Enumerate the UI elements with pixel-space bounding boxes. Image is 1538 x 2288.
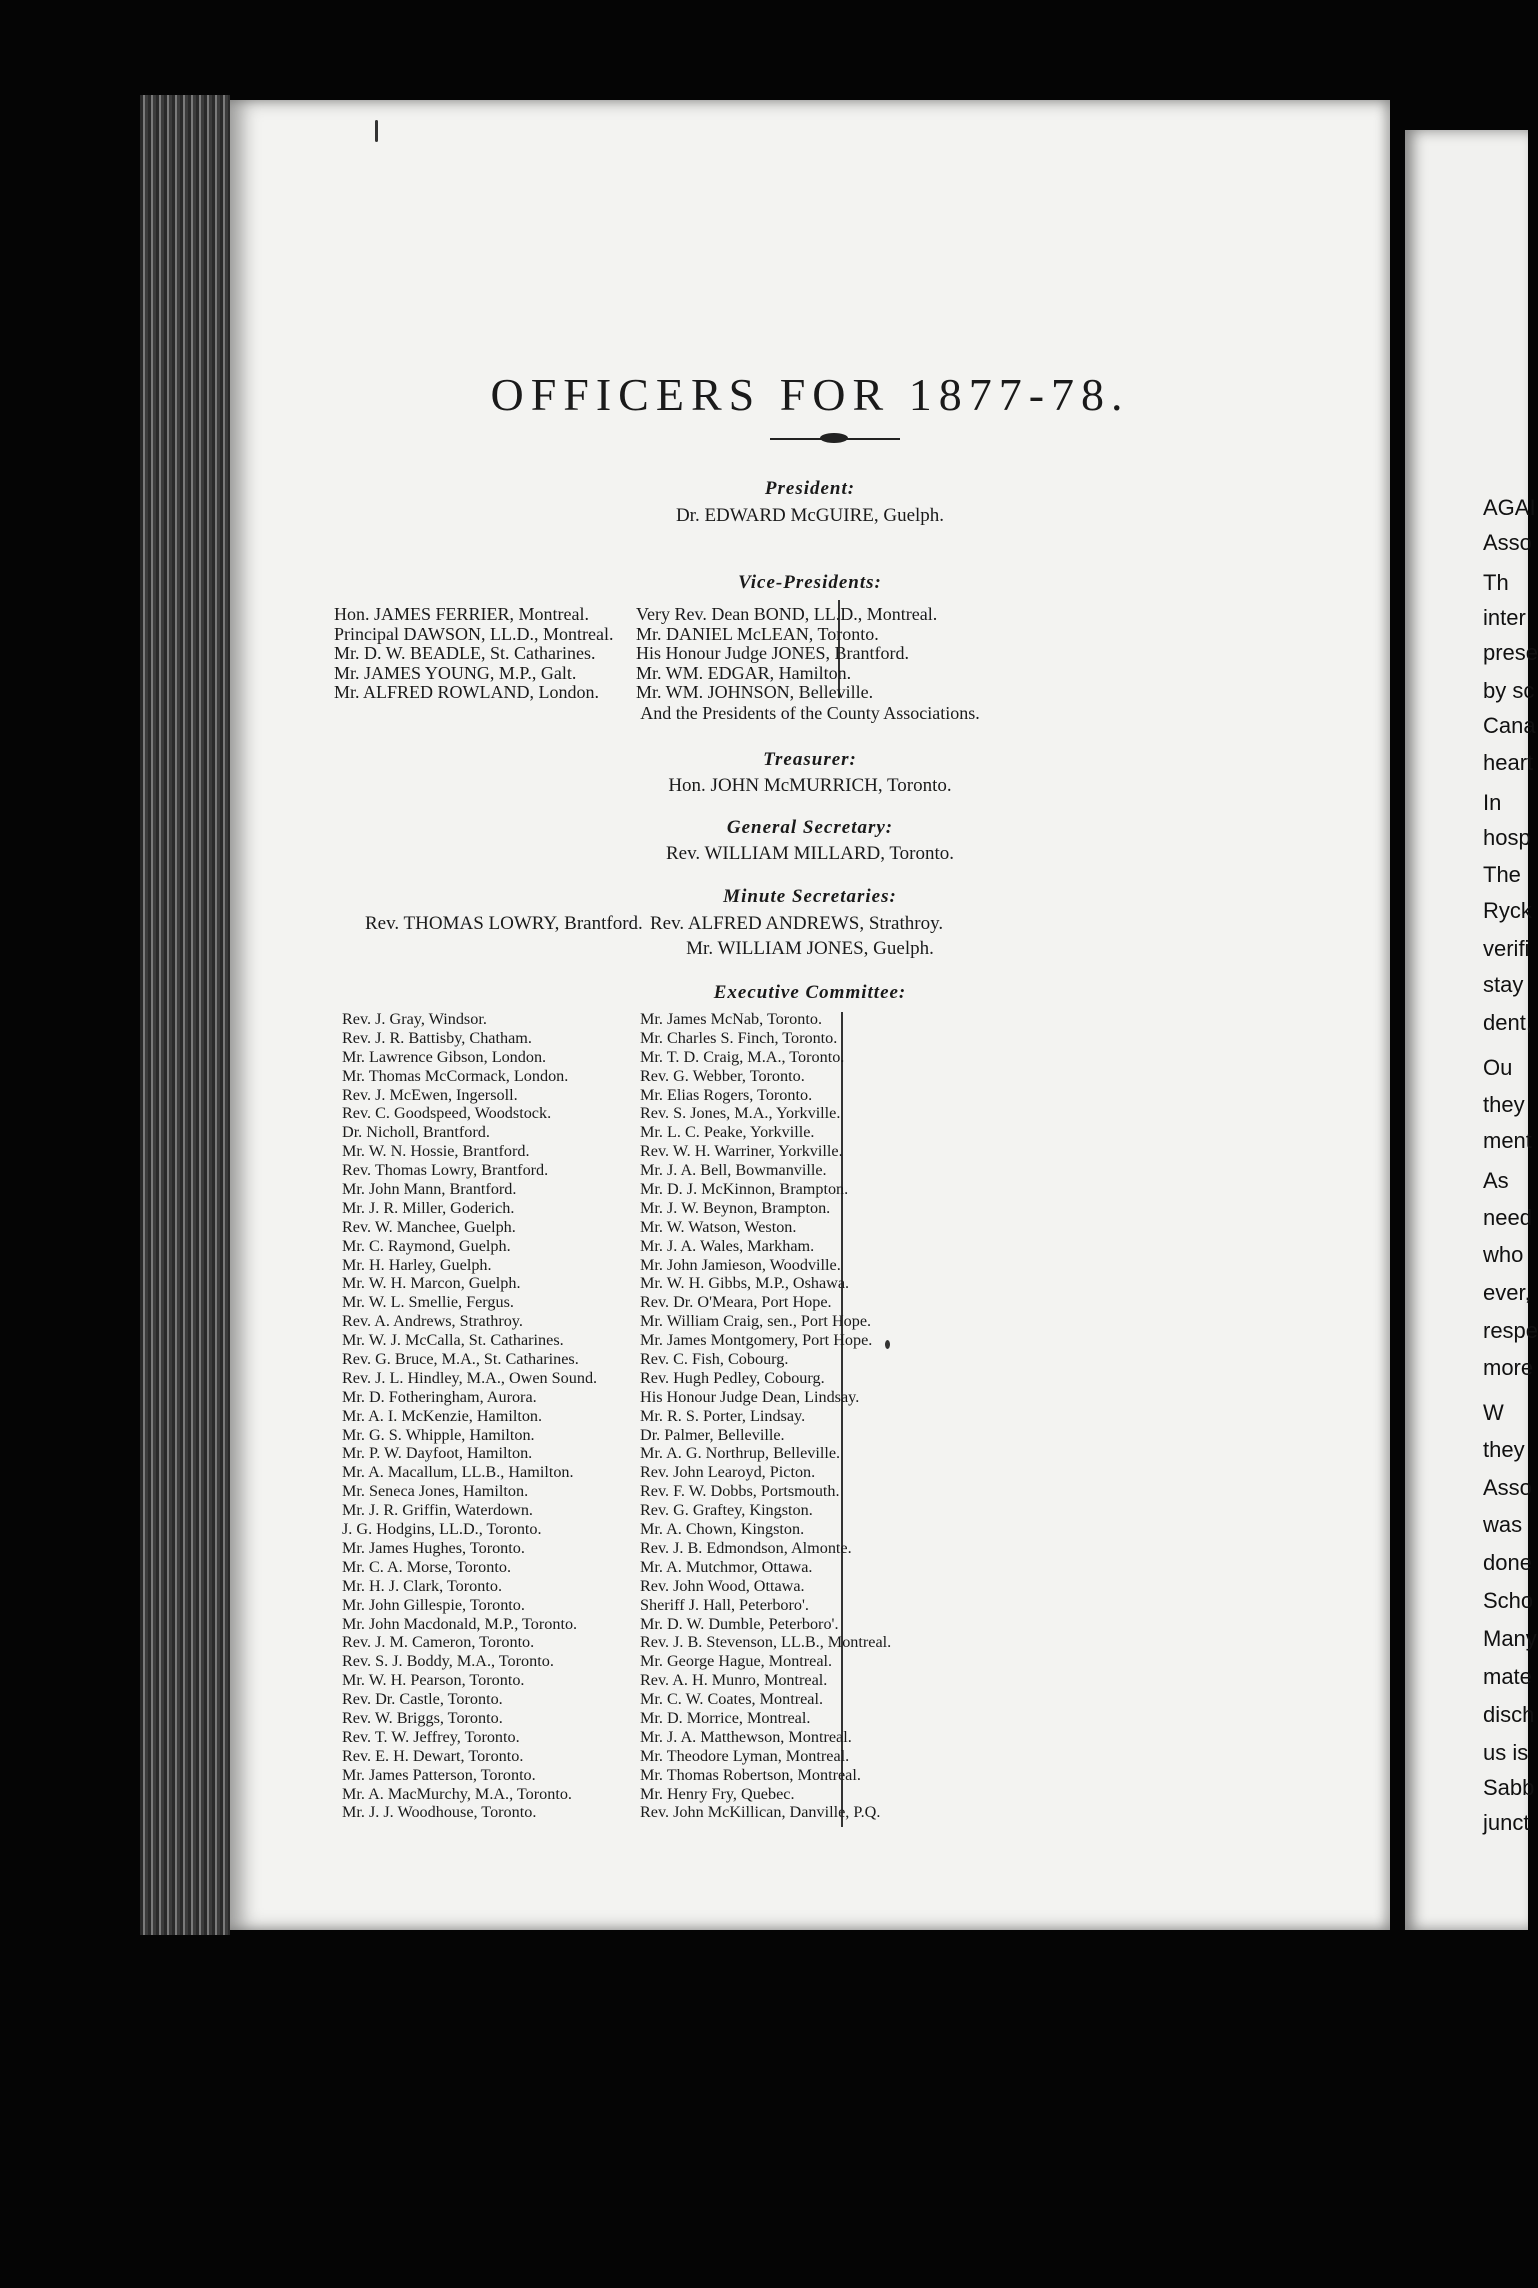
committee-member-entry: Mr. J. W. Beynon, Brampton. [640, 1198, 831, 1217]
facing-page-text-fragment: Th [1483, 570, 1509, 595]
committee-member-entry: Mr. Theodore Lyman, Montreal. [640, 1746, 850, 1765]
facing-page-text-fragment: The [1483, 862, 1521, 887]
committee-member-entry: Mr. W. H. Gibbs, M.P., Oshawa. [640, 1274, 850, 1293]
committee-member-entry: Rev. F. W. Dobbs, Portsmouth. [640, 1482, 840, 1501]
minute-secretary-1: Rev. THOMAS LOWRY, Brantford. [365, 913, 643, 934]
committee-member-entry: Mr. G. S. Whipple, Hamilton. [342, 1425, 535, 1444]
facing-page-text-fragment: verifi [1483, 936, 1530, 961]
committee-member-entry: Rev. John Wood, Ottawa. [640, 1576, 805, 1595]
facing-page-text-fragment: more [1483, 1355, 1534, 1380]
facing-page-text-fragment: W [1483, 1400, 1504, 1425]
minute-secretaries-heading: Minute Secretaries: [723, 886, 897, 907]
treasurer-name: Hon. JOHN McMURRICH, Toronto. [668, 775, 952, 796]
committee-member-entry: Rev. J. L. Hindley, M.A., Owen Sound. [342, 1368, 598, 1387]
facing-page-text-fragment: respe [1483, 1318, 1538, 1343]
committee-member-entry: Mr. W. H. Marcon, Guelph. [342, 1274, 521, 1293]
facing-page-text-fragment: by sc [1483, 678, 1535, 703]
committee-member-entry: Mr. J. A. Bell, Bowmanville. [640, 1161, 827, 1180]
president-name: Dr. EDWARD McGUIRE, Guelph. [675, 505, 945, 526]
facing-page-text-fragment: heart [1483, 750, 1534, 775]
facing-page-text-fragment: done [1483, 1550, 1532, 1575]
facing-page-fragment [1405, 130, 1538, 1930]
title-ornament-center [820, 433, 848, 443]
treasurer-heading: Treasurer: [763, 749, 857, 770]
committee-member-entry: Mr. Elias Rogers, Toronto. [640, 1085, 813, 1104]
committee-member-entry: Rev. T. W. Jeffrey, Toronto. [342, 1727, 520, 1746]
committee-member-entry: Rev. S. Jones, M.A., Yorkville. [640, 1104, 841, 1123]
committee-member-entry: Rev. Dr. Castle, Toronto. [342, 1690, 503, 1709]
minute-secretary-3: Mr. WILLIAM JONES, Guelph. [686, 938, 934, 959]
vice-president-entry: Very Rev. Dean BOND, LL.D., Montreal. [636, 604, 938, 624]
committee-member-entry: Mr. L. C. Peake, Yorkville. [640, 1123, 815, 1142]
committee-member-entry: Mr. James McNab, Toronto. [640, 1010, 823, 1028]
committee-member-entry: Mr. James Montgomery, Port Hope. [640, 1331, 873, 1350]
general-secretary-name: Rev. WILLIAM MILLARD, Toronto. [665, 843, 955, 864]
committee-member-entry: Mr. A. G. Northrup, Belleville. [640, 1444, 841, 1463]
committee-member-entry: Rev. J. McEwen, Ingersoll. [342, 1085, 518, 1104]
committee-member-entry: Mr. W. L. Smellie, Fergus. [342, 1293, 514, 1312]
committee-member-entry: Rev. J. Gray, Windsor. [342, 1010, 487, 1028]
vice-president-entry: Hon. JAMES FERRIER, Montreal. [334, 604, 590, 624]
committee-member-entry: His Honour Judge Dean, Lindsay. [640, 1387, 860, 1406]
scanned-page [230, 100, 1390, 1930]
committee-member-entry: Mr. Thomas McCormack, London. [342, 1066, 569, 1085]
vice-president-entry: Mr. DANIEL McLEAN, Toronto. [636, 623, 879, 644]
committee-member-entry: Rev. Dr. O'Meara, Port Hope. [640, 1293, 832, 1312]
committee-member-entry: Rev. G. Graftey, Kingston. [640, 1501, 813, 1520]
book-spine-edge [140, 95, 230, 1935]
committee-member-entry: Dr. Palmer, Belleville. [640, 1425, 785, 1444]
facing-page-text-fragment: they [1483, 1437, 1525, 1462]
facing-page-text-fragment: AGAI [1483, 495, 1536, 520]
committee-member-entry: Mr. J. A. Matthewson, Montreal. [640, 1727, 852, 1746]
facing-page-text-fragment: Ryck [1483, 898, 1532, 923]
committee-member-entry: Mr. Thomas Robertson, Montreal. [640, 1765, 861, 1784]
facing-page-text-fragment: us is [1483, 1740, 1529, 1765]
committee-member-entry: Mr. D. W. Dumble, Peterboro'. [640, 1614, 839, 1633]
facing-page-text-fragment: inter [1483, 605, 1526, 630]
facing-page-text-fragment: hosp [1483, 825, 1531, 850]
committee-member-entry: Rev. S. J. Boddy, M.A., Toronto. [342, 1652, 554, 1671]
committee-member-entry: Mr. William Craig, sen., Port Hope. [640, 1312, 872, 1331]
page-title: OFFICERS FOR 1877-78. [490, 369, 1130, 420]
page-content [230, 100, 1390, 1930]
facing-page-text-fragment: disch [1483, 1702, 1535, 1727]
facing-page-text-fragment: ment [1483, 1128, 1532, 1153]
facing-page-text-fragment: need [1483, 1205, 1532, 1230]
committee-member-entry: Dr. Nicholl, Brantford. [342, 1123, 490, 1142]
committee-member-entry: Rev. A. H. Munro, Montreal. [640, 1671, 828, 1690]
committee-member-entry: Mr. J. R. Griffin, Waterdown. [342, 1501, 533, 1520]
vice-presidents-right-column [636, 605, 937, 703]
committee-member-entry: Mr. J. A. Wales, Markham. [640, 1236, 815, 1255]
facing-page-text-fragment: ever, [1483, 1280, 1531, 1305]
committee-member-entry: Mr. James Hughes, Toronto. [342, 1538, 525, 1557]
committee-member-entry: Mr. Charles S. Finch, Toronto. [640, 1028, 838, 1047]
committee-member-entry: Rev. John Learoyd, Picton. [640, 1463, 816, 1482]
executive-committee-left-column [342, 1010, 597, 1822]
committee-member-entry: Sheriff J. Hall, Peterboro'. [640, 1595, 809, 1614]
committee-member-entry: Rev. W. Manchee, Guelph. [342, 1217, 516, 1236]
committee-member-entry: Rev. J. B. Stevenson, LL.B., Montreal. [640, 1633, 892, 1652]
facing-page-text-fragment: In [1483, 790, 1502, 815]
committee-member-entry: Mr. A. I. McKenzie, Hamilton. [342, 1406, 543, 1425]
committee-member-entry: Rev. J. B. Edmondson, Almonte. [640, 1538, 852, 1557]
committee-member-entry: Mr. Seneca Jones, Hamilton. [342, 1482, 529, 1501]
committee-member-entry: Mr. A. Macallum, LL.B., Hamilton. [342, 1463, 574, 1482]
facing-page-text-fragment: Sabb [1483, 1775, 1535, 1800]
facing-page-text-fragment: Asso [1483, 1475, 1532, 1500]
facing-page-text-fragment: Cana [1483, 713, 1536, 738]
facing-page-text-fragment: As [1483, 1168, 1509, 1193]
facing-page-text-fragment: Scho [1483, 1588, 1534, 1613]
vice-president-entry: Mr. WM. EDGAR, Hamilton. [636, 662, 852, 683]
committee-member-entry: Mr. John Macdonald, M.P., Toronto. [342, 1614, 578, 1633]
committee-member-entry: Mr. W. Watson, Weston. [640, 1217, 797, 1236]
committee-member-entry: Mr. H. Harley, Guelph. [342, 1255, 492, 1274]
vice-president-entry: Mr. ALFRED ROWLAND, London. [334, 682, 599, 702]
committee-member-entry: Rev. Hugh Pedley, Cobourg. [640, 1368, 825, 1387]
facing-page-text-fragment: who [1483, 1242, 1524, 1267]
facing-page-text-fragment: stay [1483, 972, 1524, 997]
committee-member-entry: Rev. E. H. Dewart, Toronto. [342, 1746, 524, 1765]
vice-president-entry: Mr. WM. JOHNSON, Belleville. [636, 682, 874, 702]
general-secretary-heading: General Secretary: [726, 817, 894, 838]
committee-member-entry: Mr. George Hague, Montreal. [640, 1652, 833, 1671]
committee-member-entry: Mr. C. A. Morse, Toronto. [342, 1557, 511, 1576]
committee-member-entry: Mr. A. Mutchmor, Ottawa. [640, 1557, 813, 1576]
committee-member-entry: Mr. D. J. McKinnon, Brampton. [640, 1180, 849, 1199]
vice-presidents-left-column [334, 605, 614, 703]
committee-member-entry: Mr. James Patterson, Toronto. [342, 1765, 536, 1784]
vice-presidents-heading: Vice-Presidents: [738, 572, 882, 593]
committee-member-entry: Mr. Henry Fry, Quebec. [640, 1784, 795, 1803]
facing-page-text-fragment: was [1483, 1512, 1523, 1537]
committee-member-entry: Mr. W. N. Hossie, Brantford. [342, 1142, 530, 1161]
committee-member-entry: Mr. D. Fotheringham, Aurora. [342, 1387, 537, 1406]
committee-member-entry: Rev. C. Fish, Cobourg. [640, 1350, 789, 1369]
committee-member-entry: Mr. C. W. Coates, Montreal. [640, 1690, 824, 1709]
committee-member-entry: Mr. W. J. McCalla, St. Catharines. [342, 1331, 564, 1350]
committee-member-entry: Mr. D. Morrice, Montreal. [640, 1708, 811, 1727]
vice-president-entry: Mr. JAMES YOUNG, M.P., Galt. [334, 662, 577, 683]
facing-page-text-fragment: Asso [1483, 530, 1532, 555]
committee-member-entry: Mr. H. J. Clark, Toronto. [342, 1576, 502, 1595]
facing-page-text-fragment: mate [1483, 1664, 1532, 1689]
committee-member-entry: Rev. John McKillican, Danville, P.Q. [640, 1803, 881, 1822]
facing-page-text-fragment: dent, [1483, 1010, 1532, 1035]
committee-member-entry: Mr. W. H. Pearson, Toronto. [342, 1671, 525, 1690]
committee-member-entry: Rev. J. M. Cameron, Toronto. [342, 1633, 535, 1652]
committee-member-entry: Rev. J. R. Battisby, Chatham. [342, 1028, 532, 1047]
committee-member-entry: Mr. J. R. Miller, Goderich. [342, 1198, 515, 1217]
facing-page-text-fragment: prese [1483, 640, 1538, 665]
committee-member-entry: Mr. Lawrence Gibson, London. [342, 1047, 547, 1066]
minute-secretary-2: Rev. ALFRED ANDREWS, Strathroy. [650, 913, 944, 934]
scan-speck [885, 1340, 890, 1349]
committee-member-entry: Mr. A. MacMurchy, M.A., Toronto. [342, 1784, 572, 1803]
committee-member-entry: Rev. Thomas Lowry, Brantford. [342, 1161, 549, 1180]
committee-member-entry: Mr. C. Raymond, Guelph. [342, 1236, 511, 1255]
committee-member-entry: Rev. C. Goodspeed, Woodstock. [342, 1104, 552, 1123]
scan-speck [375, 120, 378, 142]
committee-member-entry: Mr. A. Chown, Kingston. [640, 1520, 805, 1539]
committee-member-entry: Rev. G. Webber, Toronto. [640, 1066, 805, 1085]
vice-president-entry: His Honour Judge JONES, Brantford. [636, 643, 909, 663]
committee-member-entry: Rev. A. Andrews, Strathroy. [342, 1312, 523, 1331]
committee-member-entry: Mr. T. D. Craig, M.A., Toronto. [640, 1047, 845, 1066]
committee-member-entry: Mr. John Jamieson, Woodville. [640, 1255, 841, 1274]
executive-committee-right-column [640, 1010, 891, 1822]
facing-page-text-fragment: Many [1483, 1626, 1537, 1651]
facing-page-text-fragment: junct [1483, 1810, 1530, 1835]
committee-member-entry: J. G. Hodgins, LL.D., Toronto. [342, 1520, 542, 1539]
committee-member-entry: Rev. W. Briggs, Toronto. [342, 1708, 503, 1727]
committee-member-entry: Rev. W. H. Warriner, Yorkville. [640, 1142, 843, 1161]
committee-member-entry: Mr. P. W. Dayfoot, Hamilton. [342, 1444, 533, 1463]
committee-member-entry: Mr. John Mann, Brantford. [342, 1180, 517, 1199]
facing-page-text-fragment: they [1483, 1092, 1525, 1117]
committee-member-entry: Mr. John Gillespie, Toronto. [342, 1595, 525, 1614]
committee-member-entry: Mr. R. S. Porter, Lindsay. [640, 1406, 806, 1425]
committee-member-entry: Mr. J. J. Woodhouse, Toronto. [342, 1803, 537, 1822]
vice-presidents-footer: And the Presidents of the County Associations. [640, 703, 980, 723]
committee-member-entry: Rev. G. Bruce, M.A., St. Catharines. [342, 1350, 579, 1369]
president-heading: President: [764, 478, 856, 499]
vice-president-entry: Mr. D. W. BEADLE, St. Catharines. [334, 643, 596, 663]
executive-committee-heading: Executive Committee: [713, 982, 907, 1003]
vice-president-entry: Principal DAWSON, LL.D., Montreal. [334, 623, 614, 644]
facing-page-text-fragment: Ou [1483, 1055, 1513, 1080]
